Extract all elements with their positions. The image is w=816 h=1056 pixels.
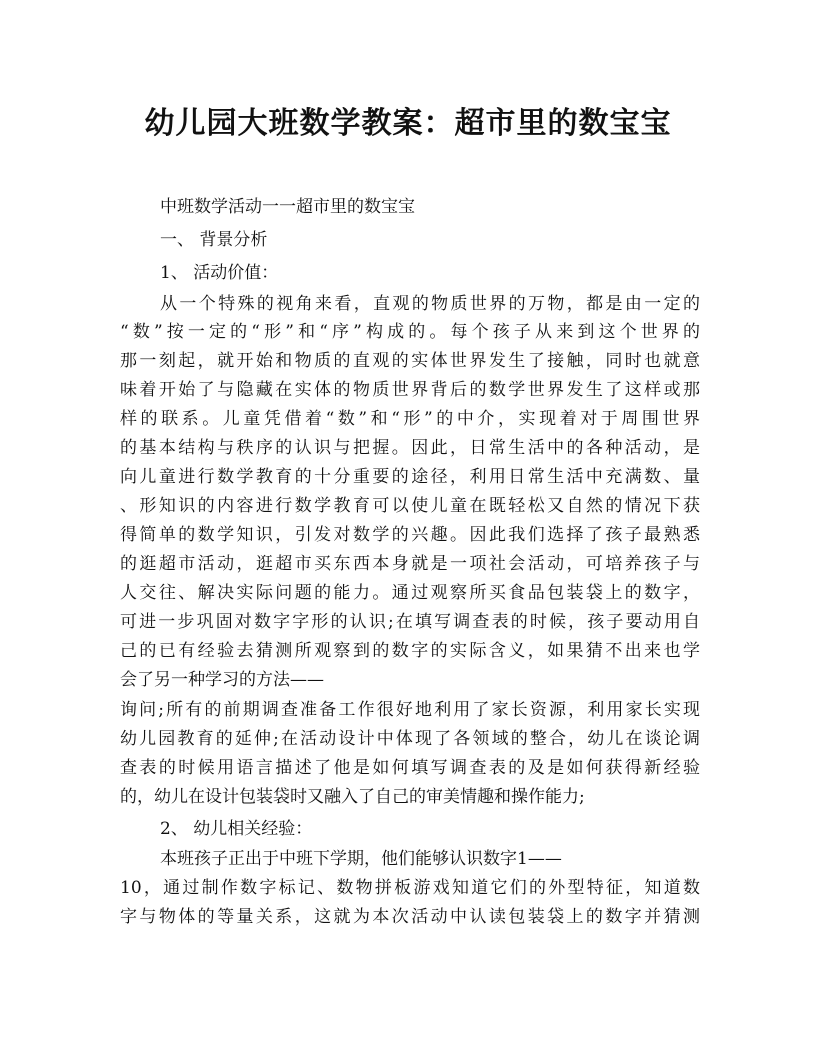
subtitle-line: 中班数学活动一一超市里的数宝宝: [160, 197, 415, 217]
document-title: 幼儿园大班数学教案：超市里的数宝宝: [144, 106, 672, 141]
paragraph-line: 查表的时候用语言描述了他是如何填写调查表的及是如何获得新经验: [120, 758, 700, 778]
paragraph-line: 幼儿园教育的延伸;在活动设计中体现了各领域的整合，幼儿在谈论调: [120, 729, 700, 749]
paragraph-line: 味着开始了与隐藏在实体的物质世界背后的数学世界发生了这样或那: [120, 380, 700, 400]
paragraph-line: 的逛超市活动，逛超市买东西本身就是一项社会活动，可培养孩子与: [120, 554, 700, 574]
paragraph-line: 询问;所有的前期调查准备工作很好地利用了家长资源，利用家长实现: [120, 700, 700, 720]
paragraph-line: 字与物体的等量关系，这就为本次活动中认读包装袋上的数字并猜测: [120, 907, 700, 927]
paragraph-line: 本班孩子正出于中班下学期，他们能够认识数字1——: [160, 849, 562, 869]
paragraph-line: 向儿童进行数学教育的十分重要的途径，利用日常生活中充满数、量: [120, 467, 700, 487]
paragraph-line: 会了另一种学习的方法——: [120, 670, 324, 690]
paragraph-line: “数”按一定的“形”和“序”构成的。每个孩子从来到这个世界的: [120, 322, 700, 342]
paragraph-line: 样的联系。儿童凭借着“数”和“形”的中介，实现着对于周围世界: [120, 409, 700, 429]
paragraph-line: 得简单的数学知识，引发对数学的兴趣。因此我们选择了孩子最熟悉: [120, 525, 700, 545]
paragraph-line: 从一个特殊的视角来看，直观的物质世界的万物，都是由一定的: [160, 294, 700, 314]
subsection-heading: 1、 活动价值：: [160, 263, 279, 283]
paragraph-line: 人交往、解决实际问题的能力。通过观察所买食品包装袋上的数字，: [120, 583, 700, 603]
section-heading: 一、 背景分析: [160, 230, 268, 250]
paragraph-line: 己的已有经验去猜测所观察到的数字的实际含义，如果猜不出来也学: [120, 641, 700, 661]
paragraph-line: 10，通过制作数字标记、数物拼板游戏知道它们的外型特征，知道数: [120, 878, 700, 898]
subsection-heading: 2、 幼儿相关经验：: [160, 819, 313, 839]
paragraph-line: 的，幼儿在设计包装袋时又融入了自己的审美情趣和操作能力;: [120, 787, 585, 807]
paragraph-line: 、形知识的内容进行数学教育可以使儿童在既轻松又自然的情况下获: [120, 496, 700, 516]
paragraph-line: 那一刻起，就开始和物质的直观的实体世界发生了接触，同时也就意: [120, 351, 700, 371]
paragraph-line: 的基本结构与秩序的认识与把握。因此，日常生活中的各种活动，是: [120, 438, 700, 458]
paragraph-line: 可进一步巩固对数字字形的认识;在填写调查表的时候，孩子要动用自: [120, 612, 700, 632]
